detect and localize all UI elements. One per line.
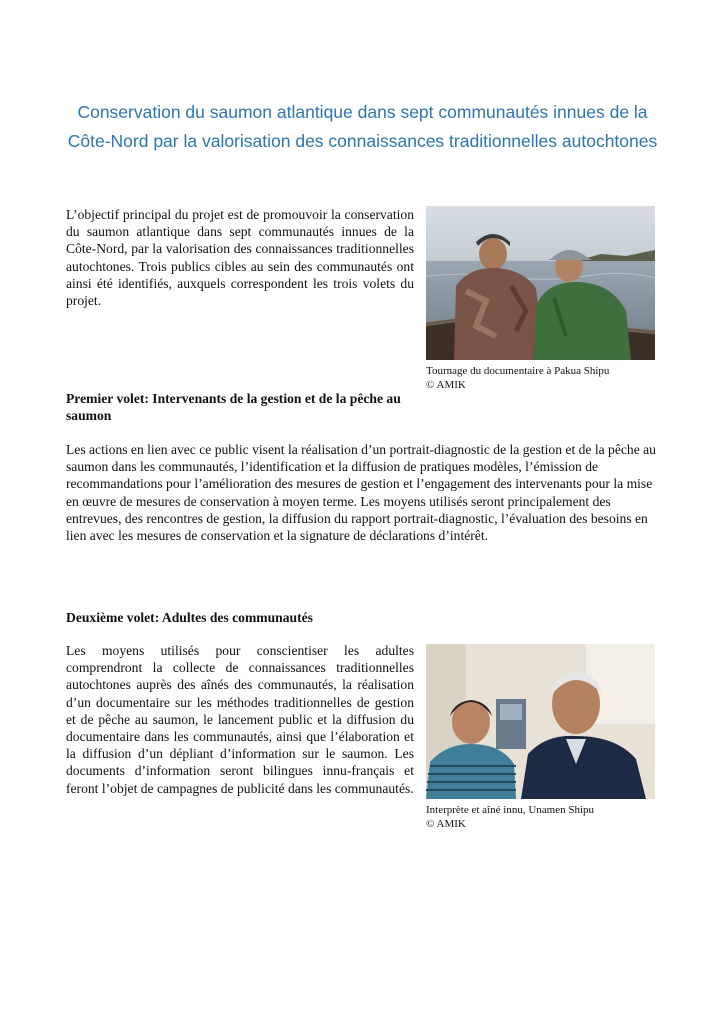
boat-documentary-photo	[426, 206, 655, 360]
section2-heading: Deuxième volet: Adultes des communautés	[66, 610, 313, 625]
photo2-caption	[426, 803, 655, 831]
photo1-caption-text: Tournage du documentaire à Pakua Shipu	[426, 365, 610, 377]
boat-photo-illustration	[426, 206, 655, 360]
interpreter-elder-photo	[426, 644, 655, 799]
photo2-caption-text: Interprète et aîné innu, Unamen Shipu	[426, 804, 595, 816]
elder-photo-illustration	[426, 644, 655, 799]
title-line-2: Côte-Nord par la valorisation des connaissances traditionnelles autochtones	[67, 131, 658, 151]
section2-paragraph: Les moyens utilisés pour conscientiser les adultes comprendront la collecte de connaissances traditionnelles autochtones auprès des aînés des communautés, la réalisation d’un documentaire sur les méthodes traditionnelles de gestion et de pêche au saumon, le lancement public et la diffusion du documentaire dans les communautés, ainsi que l’élaboration et la diffusion d’un dépliant d’information sur le saumon. Les documents d’information seront bilingues innu-français et feront l’objet de campagnes de publicité dans les communautés.	[66, 643, 414, 796]
photo2-copyright: © AMIK	[426, 818, 466, 830]
title-line-1: Conservation du saumon atlantique dans sept communautés innues de la	[77, 102, 648, 122]
document-title	[40, 98, 685, 156]
intro-paragraph: L’objectif principal du projet est de promouvoir la conservation du saumon atlantique dans sept communautés innues de la Côte-Nord, par la valorisation des connaissances traditionnelles autochtones. Trois publics cibles au sein des communautés ont ainsi été identifiés, auxquels correspondent les trois volets du projet.	[66, 207, 414, 309]
section1-paragraph: Les actions en lien avec ce public visent la réalisation d’un portrait-diagnostic de la gestion et de la pêche au saumon dans les communautés, l’identification et la diffusion de pratiques modèles, l’émission de recommandations pour l’amélioration des mesures de gestion et l’engagement des intervenants pour la mise en œuvre de mesures de conservation à moyen terme. Les moyens utilisés seront principalement des entrevues, des rencontres de gestion, la diffusion du rapport portrait-diagnostic, l’évaluation des besoins en lien avec les mesures de conservation et la signature de déclarations d’intérêt.	[66, 442, 656, 544]
photo1-copyright: © AMIK	[426, 379, 466, 391]
section1-heading: Premier volet: Intervenants de la gestion et de la pêche au saumon	[66, 391, 401, 424]
photo1-caption	[426, 364, 655, 392]
